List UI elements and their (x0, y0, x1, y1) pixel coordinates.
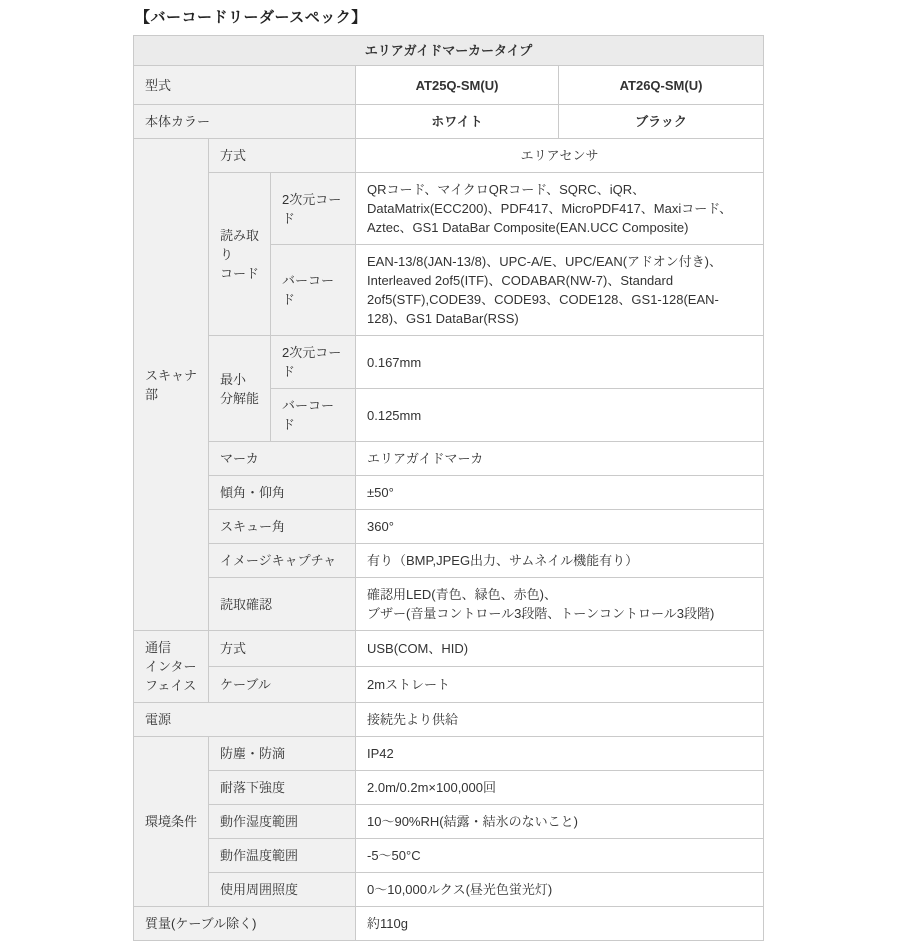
interface-cable-label: ケーブル (209, 667, 356, 703)
interface-method-value: USB(COM、HID) (356, 631, 764, 667)
read-confirm-label: 読取確認 (209, 578, 356, 631)
model-row (134, 66, 764, 105)
readable-codes-barcode-value: EAN-13/8(JAN-13/8)、UPC-A/E、UPC/EAN(アドオン付き)、Interleaved 2of5(ITF)、CODABAR(NW-7)、Standard 2of5(STF),CODE39、CODE93、CODE128、GS1-128(EAN-128)、GS1 DataBar(RSS) (356, 245, 764, 336)
tilt-elevation-label: 傾角・仰角 (209, 476, 356, 510)
min-resolution-barcode-label: バーコード (271, 389, 356, 442)
readable-codes-label (209, 173, 271, 336)
interface-method-row (134, 631, 764, 667)
min-resolution-2d-value: 0.167mm (356, 336, 764, 389)
label-line: インター (145, 659, 197, 674)
environment-section-label: 環境条件 (134, 737, 209, 907)
body-color-value-white: ホワイト (356, 105, 559, 139)
interface-cable-row (134, 667, 764, 703)
interface-cable-value: 2mストレート (356, 667, 764, 703)
readable-codes-2d-row (134, 173, 764, 245)
image-capture-label: イメージキャプチャ (209, 544, 356, 578)
marker-row (134, 442, 764, 476)
tilt-elevation-row (134, 476, 764, 510)
label-line: コード (220, 265, 260, 281)
interface-section-label (134, 631, 209, 703)
env-drop-strength-label: 耐落下強度 (209, 771, 356, 805)
body-color-value-black: ブラック (559, 105, 764, 139)
tilt-elevation-value: ±50° (356, 476, 764, 510)
label-line: 最小 (220, 371, 247, 387)
power-row (134, 703, 764, 737)
skew-label: スキュー角 (209, 510, 356, 544)
power-value: 接続先より供給 (356, 703, 764, 737)
skew-row (134, 510, 764, 544)
model-label: 型式 (134, 66, 356, 105)
label-line: 読み取り (220, 227, 260, 262)
image-capture-row (134, 544, 764, 578)
env-humidity-row (134, 805, 764, 839)
label-line: フェイス (145, 678, 197, 693)
power-label: 電源 (134, 703, 356, 737)
env-drop-strength-value: 2.0m/0.2m×100,000回 (356, 771, 764, 805)
env-humidity-value: 10～90%RH(結露・結氷のないこと) (356, 805, 764, 839)
weight-row (134, 907, 764, 941)
label-line: 分解能 (220, 390, 260, 406)
env-dust-drip-row (134, 737, 764, 771)
env-humidity-label: 動作湿度範囲 (209, 805, 356, 839)
read-confirm-row (134, 578, 764, 631)
min-resolution-label (209, 336, 271, 442)
min-resolution-2d-row (134, 336, 764, 389)
readable-codes-barcode-label: バーコード (271, 245, 356, 336)
scanner-method-row (134, 139, 764, 173)
min-resolution-2d-label: 2次元コード (271, 336, 356, 389)
env-drop-strength-row (134, 771, 764, 805)
body-color-label: 本体カラー (134, 105, 356, 139)
env-temperature-value: -5～50°C (356, 839, 764, 873)
readable-codes-2d-value: QRコード、マイクロQRコード、SQRC、iQR、DataMatrix(ECC200)、PDF417、MicroPDF417、Maxiコード、Aztec、GS1 DataBar Composite(EAN.UCC Composite) (356, 173, 764, 245)
model-value-at26q: AT26Q-SM(U) (559, 66, 764, 105)
env-illuminance-row (134, 873, 764, 907)
value-line: 確認用LED(青色、緑色、赤色)、 (367, 587, 557, 602)
scanner-method-label: 方式 (209, 139, 356, 173)
page-title: 【バーコードリーダースペック】 (135, 9, 367, 26)
interface-method-label: 方式 (209, 631, 356, 667)
env-temperature-label: 動作温度範囲 (209, 839, 356, 873)
env-temperature-row (134, 839, 764, 873)
table-header-cell: エリアガイドマーカータイプ (134, 36, 764, 66)
env-dust-drip-value: IP42 (356, 737, 764, 771)
env-illuminance-value: 0～10,000ルクス(昼光色蛍光灯) (356, 873, 764, 907)
spec-table (133, 35, 764, 941)
body-color-row (134, 105, 764, 139)
scanner-method-value: エリアセンサ (356, 139, 764, 173)
label-line: 通信 (145, 640, 172, 655)
min-resolution-barcode-value: 0.125mm (356, 389, 764, 442)
marker-value: エリアガイドマーカ (356, 442, 764, 476)
image-capture-value: 有り（BMP,JPEG出力、サムネイル機能有り） (356, 544, 764, 578)
read-confirm-value (356, 578, 764, 631)
env-illuminance-label: 使用周囲照度 (209, 873, 356, 907)
model-value-at25q: AT25Q-SM(U) (356, 66, 559, 105)
env-dust-drip-label: 防塵・防滴 (209, 737, 356, 771)
skew-value: 360° (356, 510, 764, 544)
table-header-row (134, 36, 764, 66)
marker-label: マーカ (209, 442, 356, 476)
weight-label: 質量(ケーブル除く) (134, 907, 356, 941)
value-line: ブザー(音量コントロール3段階、トーンコントロール3段階) (367, 606, 715, 621)
readable-codes-2d-label: 2次元コード (271, 173, 356, 245)
weight-value: 約110g (356, 907, 764, 941)
scanner-section-label: スキャナ部 (134, 139, 209, 631)
